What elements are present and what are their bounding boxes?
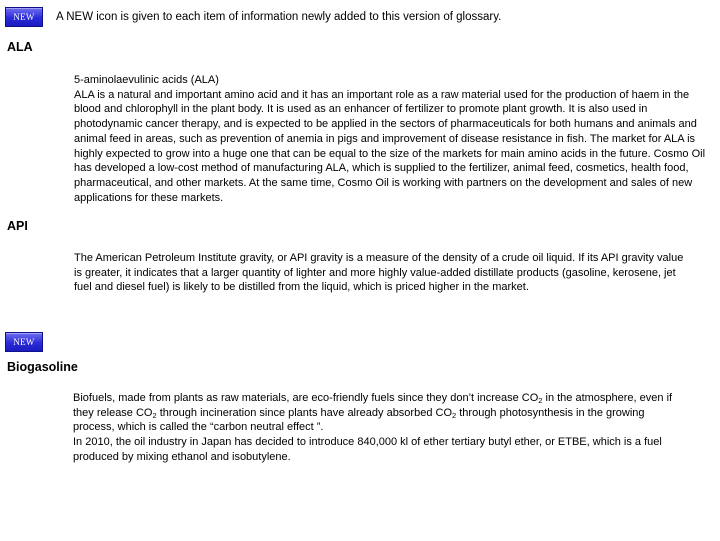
term-heading-biogasoline: Biogasoline	[7, 360, 78, 374]
definition-ala	[74, 73, 706, 205]
definition-body: ALA is a natural and important amino acid and it has an important role as a raw material used for the production of haem in the blood and chlorophyll in the plant body. It is used as an enhancer of fertilizer to promote plant growth. It is also used in photodynamic cancer therapy, and is expected to be applied in the sectors of pharmaceuticals for both humans and animals and animal feed in areas, such as prevention of anemia in pigs and improvement of disease resistance in fish. The market for ALA is highly expected to grow into a huge one that can be equal to the size of the markets for main amino acids in the future. Cosmo Oil has developed a low-cost method of manufacturing ALA, which is supplied to the fertilizer, animal feed, cosmetics, health food, pharmaceutical, and other markets. At the same time, Cosmo Oil is working with partners on the development and sales of new applications for these markets.	[74, 88, 706, 204]
definition-body: The American Petroleum Institute gravity, or API gravity is a measure of the density of a crude oil liquid. If its API gravity value is greater, it indicates that a larger quantity of lighter and more highly value-added distillate products (gasoline, kerosene, jet fuel and diesel fuel) is likely to be distilled from the liquid, which is priced higher in the market.	[74, 252, 684, 294]
definition-biogasoline	[73, 391, 683, 465]
definition-body: In 2010, the oil industry in Japan has decided to introduce 840,000 kl of ether tertiary butyl ether, or ETBE, which is a fuel produced by mixing ethanol and isobutylene.	[73, 436, 662, 463]
new-badge-icon: NEW	[5, 7, 43, 27]
definition-api	[74, 251, 684, 295]
term-heading-api: API	[7, 219, 28, 233]
new-badge-icon: NEW	[5, 332, 43, 352]
intro-text: A NEW icon is given to each item of information newly added to this version of glossary.	[56, 11, 502, 23]
term-heading-ala: ALA	[7, 40, 33, 54]
definition-subtitle: 5-aminolaevulinic acids (ALA)	[74, 74, 219, 86]
definition-body: Biofuels, made from plants as raw materials, are eco-friendly fuels since they don’t increase $CO_2$ in the atmosphere, even if they release $CO_2$ through incineration since plants have already absorbed $CO_2$ through photosynthesis in the growing process, which is called the “carbon neutral effect ”.	[73, 392, 673, 434]
